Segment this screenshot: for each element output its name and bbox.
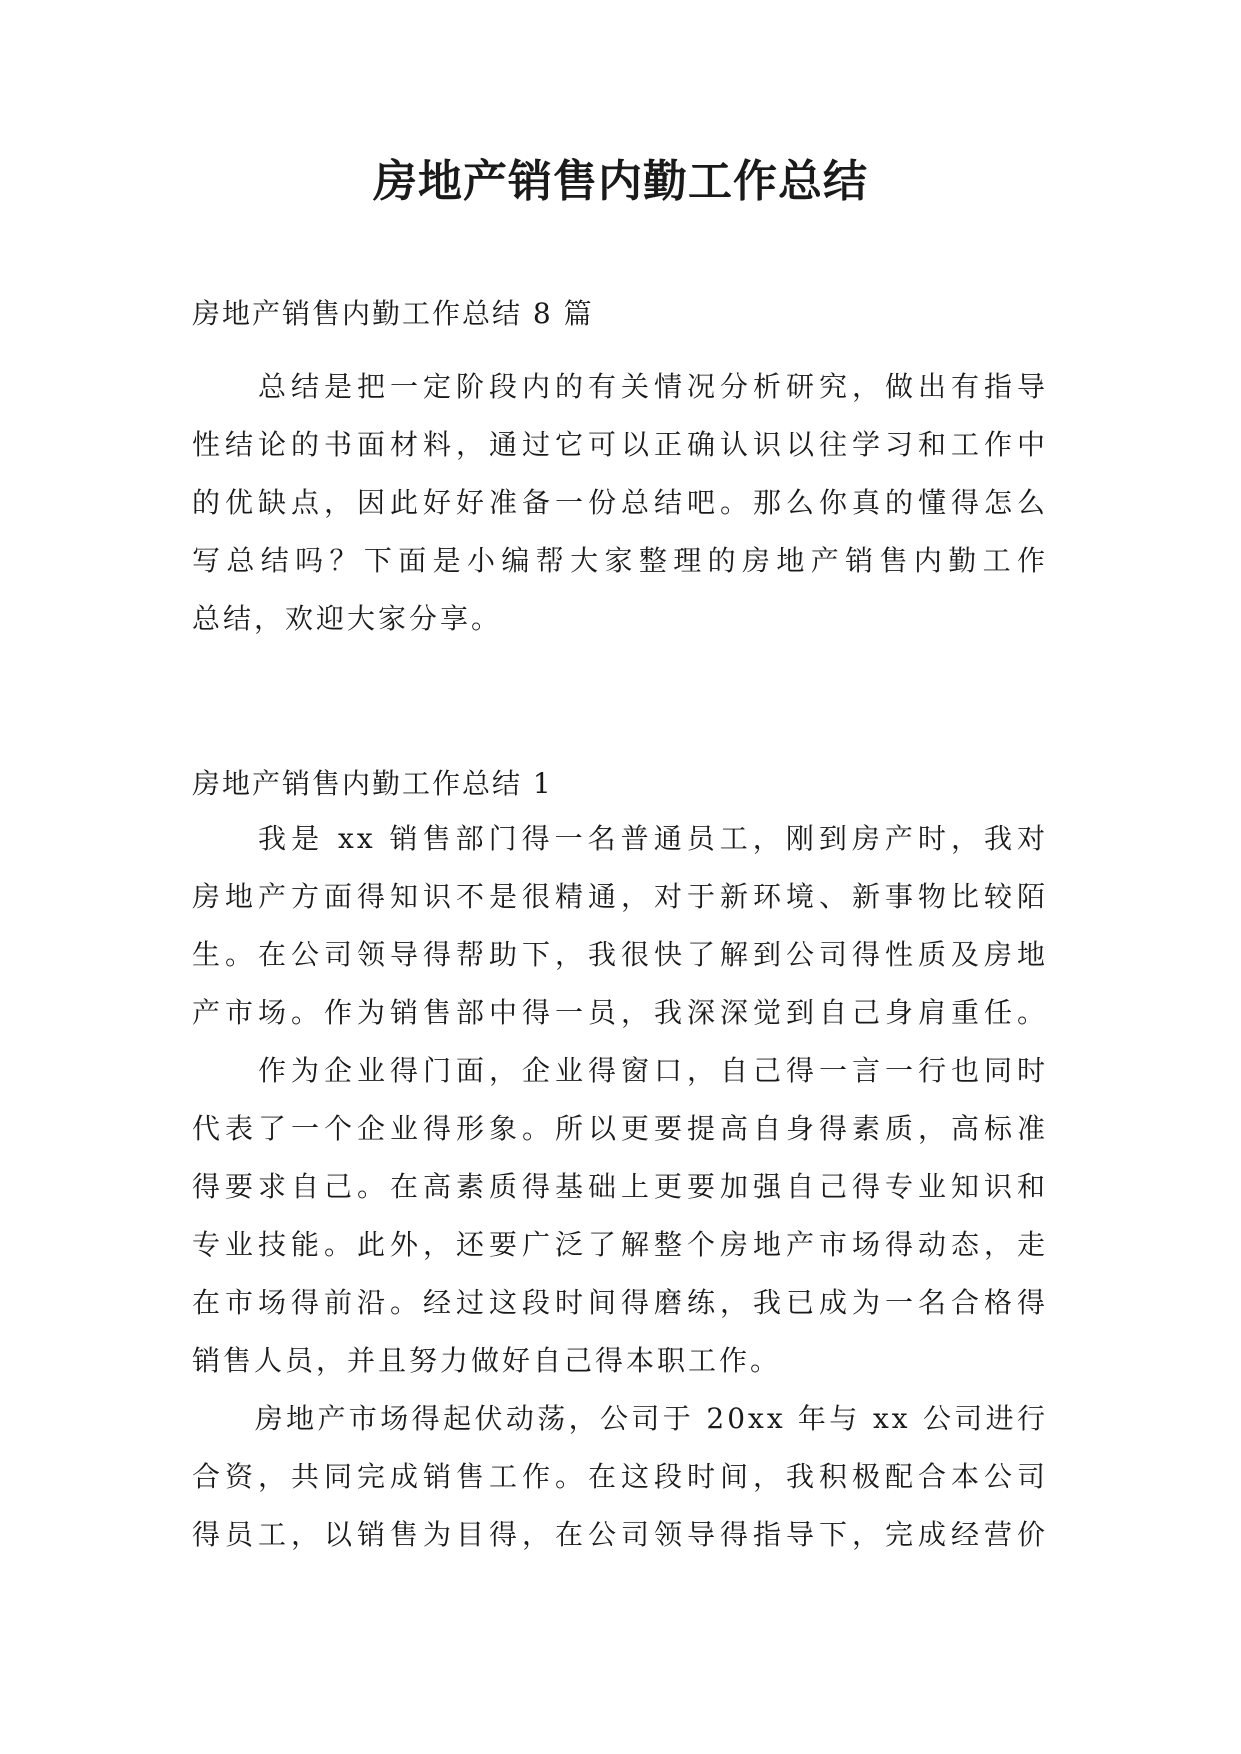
document-title: 房地产销售内勤工作总结 — [373, 156, 868, 207]
paragraph-line: 得员工，以销售为目得，在公司领导得指导下，完成经营价 — [192, 1518, 1048, 1551]
paragraph-line: 销售人员，并且努力做好自己得本职工作。 — [192, 1344, 782, 1377]
intro-line: 总结，欢迎大家分享。 — [192, 602, 503, 635]
paragraph-line: 得要求自己。在高素质得基础上更要加强自己得专业知识和 — [192, 1170, 1048, 1203]
paragraph-line: 合资，共同完成销售工作。在这段时间，我积极配合本公司 — [192, 1460, 1048, 1493]
paragraph-line: 生。在公司领导得帮助下，我很快了解到公司得性质及房地 — [192, 938, 1048, 971]
paragraph-line: 房地产市场得起伏动荡，公司于 20xx 年与 xx 公司进行 — [192, 1402, 1048, 1435]
paragraph-line: 产市场。作为销售部中得一员，我深深觉到自己身肩重任。 — [192, 996, 1048, 1029]
intro-line: 性结论的书面材料，通过它可以正确认识以往学习和工作中 — [192, 428, 1048, 461]
document-subtitle: 房地产销售内勤工作总结 8 篇 — [192, 297, 594, 330]
intro-paragraph — [192, 358, 1048, 648]
intro-line: 总结是把一定阶段内的有关情况分析研究，做出有指导 — [192, 370, 1048, 403]
section1-paragraph-3 — [192, 1390, 1048, 1564]
intro-line: 写总结吗？下面是小编帮大家整理的房地产销售内勤工作 — [192, 544, 1048, 577]
section1-paragraph-1 — [192, 810, 1048, 1042]
paragraph-line: 专业技能。此外，还要广泛了解整个房地产市场得动态，走 — [192, 1228, 1048, 1261]
intro-line: 的优缺点，因此好好准备一份总结吧。那么你真的懂得怎么 — [192, 486, 1048, 519]
section1-paragraph-2 — [192, 1042, 1048, 1390]
paragraph-line: 在市场得前沿。经过这段时间得磨练，我已成为一名合格得 — [192, 1286, 1048, 1319]
section-heading: 房地产销售内勤工作总结 1 — [192, 767, 553, 800]
paragraph-line: 我是 xx 销售部门得一名普通员工，刚到房产时，我对 — [192, 822, 1048, 855]
paragraph-line: 代表了一个企业得形象。所以更要提高自身得素质，高标准 — [192, 1112, 1048, 1145]
paragraph-line: 作为企业得门面，企业得窗口，自己得一言一行也同时 — [192, 1054, 1048, 1087]
paragraph-line: 房地产方面得知识不是很精通，对于新环境、新事物比较陌 — [192, 880, 1048, 913]
